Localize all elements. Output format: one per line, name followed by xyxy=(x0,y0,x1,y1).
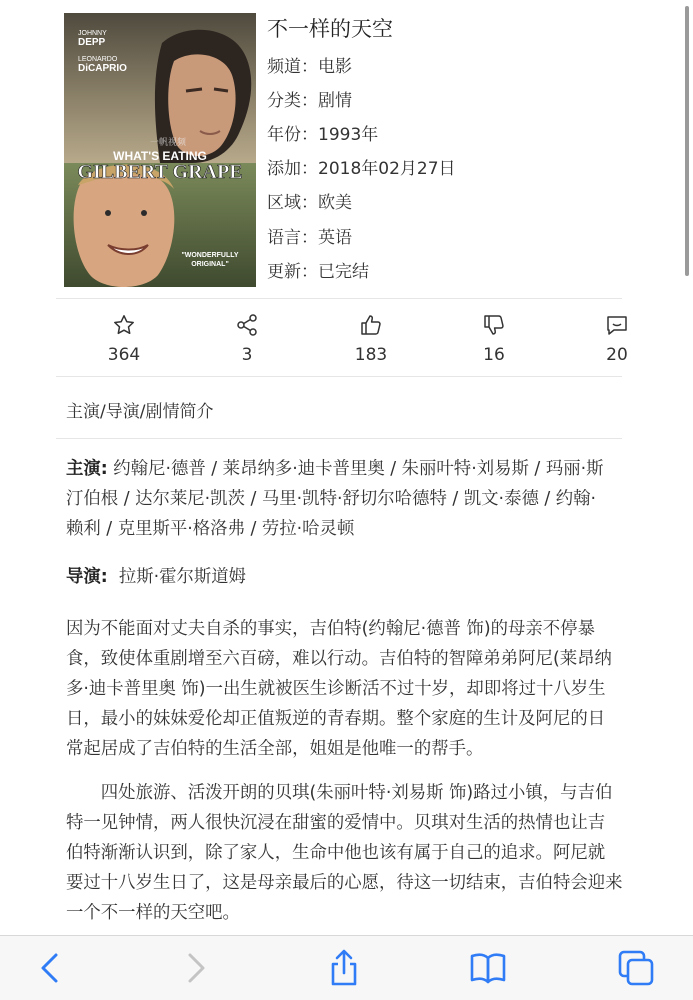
tabs-icon xyxy=(618,950,654,986)
bookmarks-button[interactable] xyxy=(470,950,506,986)
favorite-count: 364 xyxy=(107,345,141,365)
meta-row-language xyxy=(267,223,352,248)
synopsis-line: 因为不能面对丈夫自杀的事实，吉伯特(约翰尼·德普 饰)的母亲不停暴 xyxy=(66,619,595,639)
meta-row-update xyxy=(267,257,369,282)
cast-line: 汀伯根 / 达尔莱尼·凯茨 / 马里·凯特·舒切尔哈德特 / 凯文·泰德 / 约翰· xyxy=(66,489,597,509)
dislike-button[interactable] xyxy=(434,313,554,369)
synopsis-line: 四处旅游、活泼开朗的贝琪(朱丽叶特·刘易斯 饰)路过小镇，与吉伯 xyxy=(66,783,613,803)
comment-icon xyxy=(605,313,629,337)
back-button[interactable] xyxy=(32,950,68,986)
divider xyxy=(56,438,622,439)
meta-value: 欧美 xyxy=(318,193,352,213)
cast-line: 赖利 / 克里斯平·格洛弗 / 劳拉·哈灵顿 xyxy=(66,519,355,539)
synopsis-paragraph xyxy=(66,614,686,764)
meta-label: 添加： xyxy=(267,159,318,179)
meta-value: 已完结 xyxy=(318,262,369,282)
book-icon xyxy=(470,950,506,986)
cast-label: 主演: xyxy=(66,459,108,479)
thumbs-down-icon xyxy=(482,313,506,337)
divider xyxy=(56,376,622,377)
share-icon xyxy=(235,313,259,337)
meta-row-channel xyxy=(267,52,352,77)
meta-value: 电影 xyxy=(318,57,352,77)
poster-actor1-last: DEPP xyxy=(78,37,106,48)
poster-image xyxy=(64,13,256,287)
poster-actor1-first: JOHNNY xyxy=(78,30,107,37)
meta-label: 语言： xyxy=(267,228,318,248)
scrollbar[interactable] xyxy=(685,6,689,276)
star-icon xyxy=(112,313,136,337)
synopsis-line: 一个不一样的天空吧。 xyxy=(66,903,240,923)
synopsis-paragraph xyxy=(66,778,686,928)
synopsis-line: 多·迪卡普里奥 饰)一出生就被医生诊断活不过十岁，却即将过十八岁生 xyxy=(66,679,606,699)
poster-quote-line1: "WONDERFULLY xyxy=(181,252,239,259)
favorite-button[interactable] xyxy=(64,313,184,369)
share-page-button[interactable] xyxy=(326,950,362,986)
meta-label: 年份： xyxy=(267,125,318,145)
divider xyxy=(56,298,622,299)
director-name: 拉斯·霍尔斯道姆 xyxy=(118,567,247,587)
share-button[interactable] xyxy=(187,313,307,369)
meta-value: 剧情 xyxy=(318,91,352,111)
chevron-right-icon xyxy=(178,950,214,986)
meta-value: 2018年02月27日 xyxy=(318,159,456,179)
poster-actor2-first: LEONARDO xyxy=(78,56,118,63)
poster-quote-line2: ORIGINAL" xyxy=(191,261,229,268)
dislike-count: 16 xyxy=(483,345,505,365)
forward-button[interactable] xyxy=(178,950,214,986)
meta-row-year xyxy=(267,120,378,145)
tabs-button[interactable] xyxy=(618,950,654,986)
share-upload-icon xyxy=(326,950,362,986)
meta-label: 频道： xyxy=(267,57,318,77)
comment-button[interactable] xyxy=(557,313,677,369)
cast-block xyxy=(66,454,686,544)
meta-row-region xyxy=(267,188,352,213)
like-button[interactable] xyxy=(311,313,431,369)
movie-title: 不一样的天空 xyxy=(267,17,393,41)
synopsis-line: 特一见钟情，两人很快沉浸在甜蜜的爱情中。贝琪对生活的热情也让吉 xyxy=(66,813,606,833)
synopsis-line: 常起居成了吉伯特的生活全部，姐姐是他唯一的帮手。 xyxy=(66,739,484,759)
synopsis-line: 伯特渐渐认识到，除了家人，生命中他也该有属于自己的追求。阿尼就 xyxy=(66,843,606,863)
chevron-left-icon xyxy=(32,950,68,986)
director-line xyxy=(66,562,686,592)
meta-row-added xyxy=(267,154,456,179)
director-label: 导演: xyxy=(66,567,108,587)
meta-row-category xyxy=(267,86,352,111)
browser-toolbar xyxy=(0,935,693,1000)
poster-title-line2: GILBERT GRAPE xyxy=(77,161,243,183)
like-count: 183 xyxy=(354,345,388,365)
meta-label: 区域： xyxy=(267,193,318,213)
cast-text: 约翰尼·德普 / 莱昂纳多·迪卡普里奥 / 朱丽叶特·刘易斯 / 玛丽·斯 xyxy=(113,459,604,479)
cast-director-synopsis-tab[interactable]: 主演/导演/剧情简介 xyxy=(66,402,214,422)
poster-actor2-last: DiCAPRIO xyxy=(78,63,127,74)
meta-label: 更新： xyxy=(267,262,318,282)
movie-poster[interactable] xyxy=(64,13,256,287)
synopsis-line: 日，最小的妹妹爱伦却正值叛逆的青春期。整个家庭的生计及阿尼的日 xyxy=(66,709,606,729)
synopsis-line: 食，致使体重剧增至六百磅，难以行动。吉伯特的智障弟弟阿尼(莱昂纳 xyxy=(66,649,612,669)
poster-title-line1: WHAT'S EATING xyxy=(113,149,207,163)
meta-label: 分类： xyxy=(267,91,318,111)
comment-count: 20 xyxy=(606,345,628,365)
director-block xyxy=(66,562,686,592)
share-count: 3 xyxy=(241,345,253,365)
cast-line xyxy=(66,454,686,484)
meta-value: 英语 xyxy=(318,228,352,248)
synopsis-line: 要过十八岁生日了，这是母亲最后的心愿，待这一切结束，吉伯特会迎来 xyxy=(66,873,623,893)
meta-value: 1993年 xyxy=(318,125,379,145)
thumbs-up-icon xyxy=(359,313,383,337)
poster-watermark: 一帆视频 xyxy=(150,138,187,148)
